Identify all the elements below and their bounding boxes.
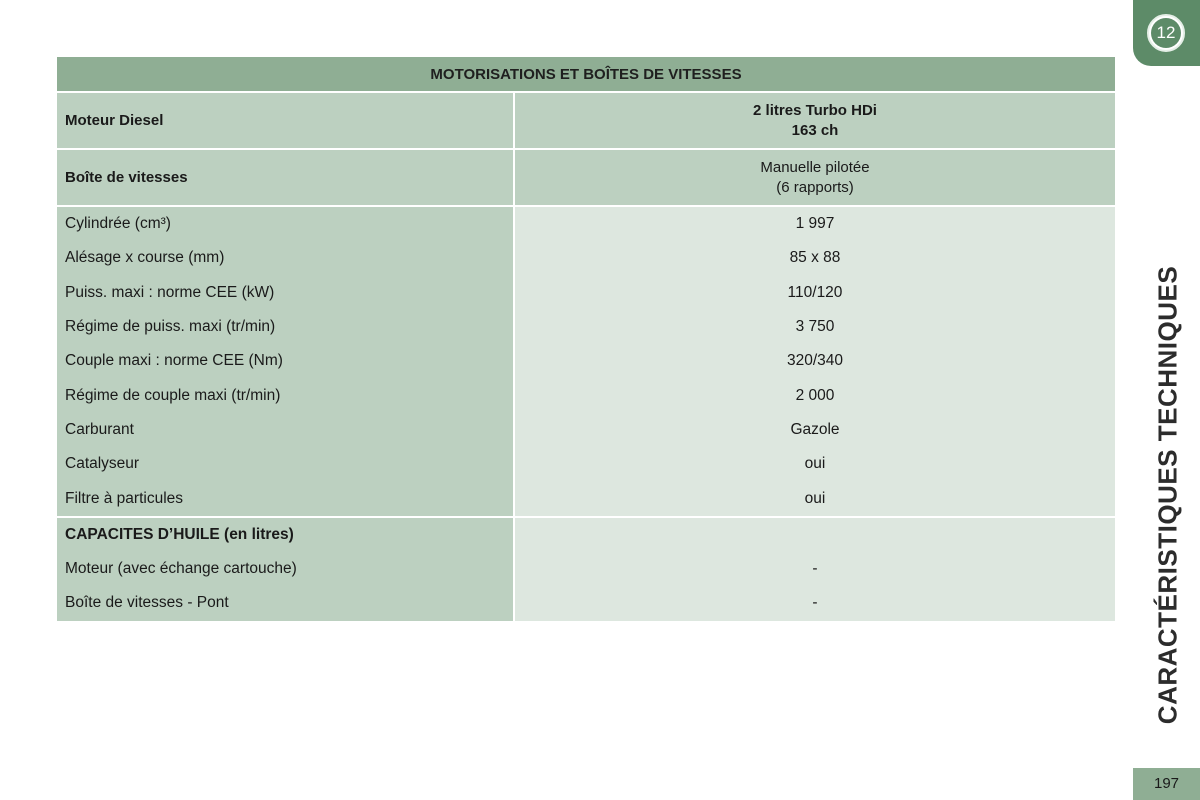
spec-label: Couple maxi : norme CEE (Nm)	[65, 352, 283, 370]
table-title: MOTORISATIONS ET BOÎTES DE VITESSES	[57, 57, 1115, 91]
oil-value: -	[812, 594, 818, 612]
oil-capacity-group	[57, 518, 1115, 621]
spec-value: 2 000	[795, 386, 835, 404]
spec-label: Carburant	[65, 420, 134, 438]
spec-value: 1 997	[795, 215, 835, 233]
oil-labels	[57, 518, 513, 621]
chapter-number-badge: 12	[1151, 18, 1181, 48]
engine-spec-table	[57, 57, 1115, 621]
oil-value: -	[812, 560, 818, 578]
engine-value	[515, 93, 1115, 148]
engine-row	[57, 93, 1115, 148]
oil-heading-value	[515, 518, 1115, 552]
spec-label: Régime de puiss. maxi (tr/min)	[65, 318, 276, 336]
spec-value: Gazole	[790, 420, 840, 438]
oil-label: Moteur (avec échange cartouche)	[65, 560, 297, 578]
oil-heading: CAPACITES D’HUILE (en litres)	[65, 525, 294, 543]
page-number: 197	[1133, 768, 1200, 800]
spec-value: oui	[804, 489, 826, 507]
gearbox-label: Boîte de vitesses	[57, 150, 513, 205]
spec-group	[57, 207, 1115, 516]
spec-value: oui	[804, 455, 826, 473]
gearbox-row	[57, 150, 1115, 205]
engine-value-line1: 2 litres Turbo HDi	[753, 101, 877, 119]
spec-label: Alésage x course (mm)	[65, 249, 225, 267]
spec-value: 110/120	[787, 283, 843, 301]
spec-label: Cylindrée (cm³)	[65, 215, 171, 233]
gearbox-value-line2: (6 rapports)	[776, 178, 854, 196]
spec-value: 3 750	[795, 318, 835, 336]
oil-values	[515, 518, 1115, 621]
spec-value: 85 x 88	[789, 249, 841, 267]
gearbox-value	[515, 150, 1115, 205]
oil-label: Boîte de vitesses - Pont	[65, 594, 229, 612]
engine-label: Moteur Diesel	[57, 93, 513, 148]
spec-label: Régime de couple maxi (tr/min)	[65, 386, 281, 404]
spec-labels	[57, 207, 513, 516]
engine-value-line2: 163 ch	[791, 121, 839, 139]
spec-label: Catalyseur	[65, 455, 140, 473]
spec-label: Filtre à particules	[65, 489, 184, 507]
gearbox-value-line1: Manuelle pilotée	[760, 158, 870, 176]
spec-value: 320/340	[786, 352, 844, 370]
spec-label: Puiss. maxi : norme CEE (kW)	[65, 283, 275, 301]
chapter-title: CARACTÉRISTIQUES TECHNIQUES	[1152, 265, 1183, 725]
spec-values	[515, 207, 1115, 516]
